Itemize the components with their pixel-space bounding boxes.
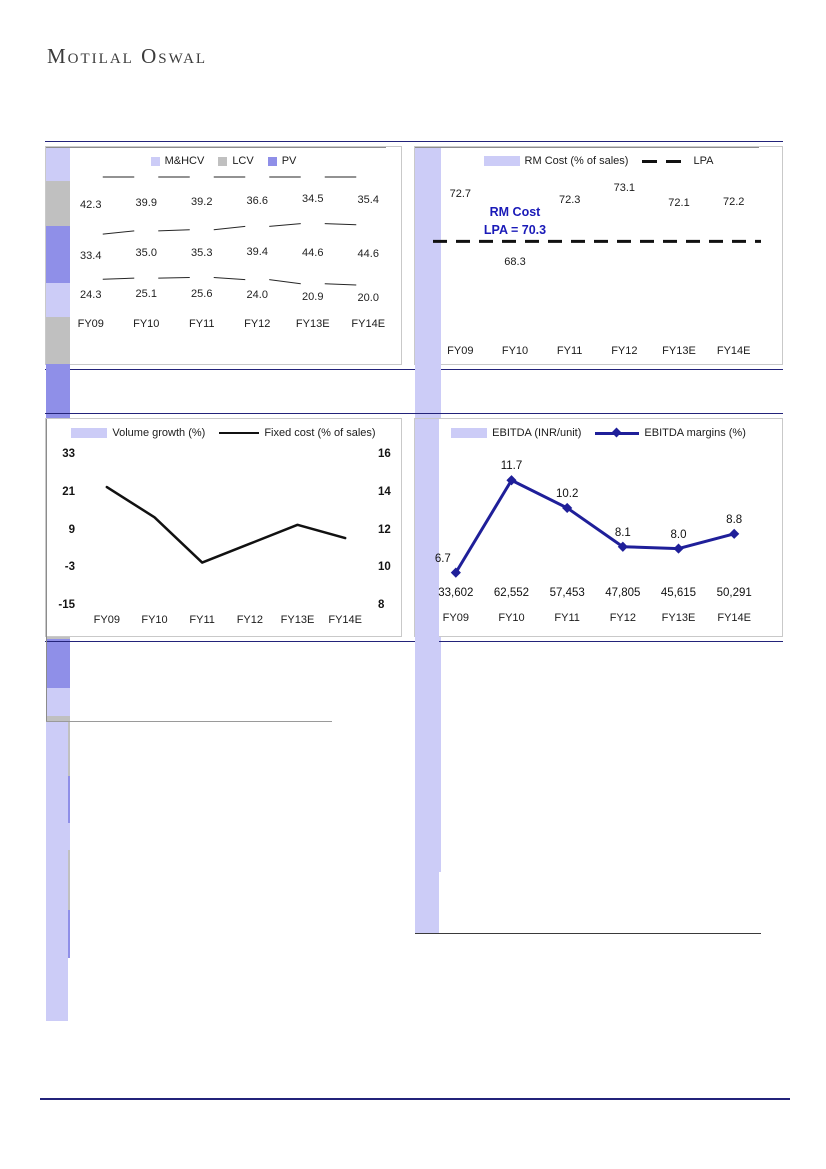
x-axis-label: FY11 <box>189 318 215 330</box>
legend-label: Fixed cost (% of sales) <box>264 427 376 439</box>
connector-line <box>158 277 190 278</box>
marker-diamond-icon <box>729 529 739 539</box>
product-mix-chart <box>45 146 402 365</box>
bar <box>46 766 68 865</box>
connector-line <box>103 231 135 234</box>
segment-value-label: 39.2 <box>191 196 213 209</box>
connector-line <box>214 226 246 229</box>
bar <box>415 696 439 775</box>
line-value-label: 8.0 <box>670 528 687 541</box>
x-axis-label: FY11 <box>554 612 580 624</box>
reference-line-layer <box>415 147 784 366</box>
x-axis-label: FY11 <box>189 614 215 626</box>
stacked-bar-segment <box>46 364 70 418</box>
bar <box>46 722 68 766</box>
x-axis-line <box>415 933 761 935</box>
bar-value-label: 33,602 <box>438 587 474 599</box>
line-value-label: 8.8 <box>726 513 743 526</box>
ebitda-chart <box>414 418 783 637</box>
plot-product-mix <box>46 147 401 364</box>
bar-value-label: 62,552 <box>493 587 530 599</box>
x-axis-label: FY10 <box>501 345 529 357</box>
bar-value-label: 72.2 <box>722 195 745 208</box>
x-axis-label: FY14E <box>328 614 362 626</box>
bar-value-label: 50,291 <box>716 587 752 599</box>
bar-value-label: 47,805 <box>605 587 641 599</box>
x-axis-label: FY12 <box>611 345 638 357</box>
bar <box>46 942 68 971</box>
connector-line <box>269 224 301 227</box>
x-axis-label: FY14E <box>717 612 751 624</box>
bar-value-label: 68.3 <box>504 256 526 269</box>
x-axis-label: FY09 <box>442 612 469 624</box>
bar-value-label: 57,453 <box>549 587 585 599</box>
annotation-line: RM Cost <box>489 205 541 219</box>
segment-value-label: 25.6 <box>191 287 213 300</box>
connector-line <box>269 280 301 284</box>
stacked-bar-segment <box>46 639 70 688</box>
x-axis-label: FY12 <box>244 318 271 330</box>
x-axis-label: FY10 <box>133 318 160 330</box>
segment-value-label: 35.4 <box>357 193 379 206</box>
x-axis-label: FY09 <box>447 345 474 357</box>
margins-line-layer <box>415 419 784 638</box>
segment-value-label: 39.4 <box>246 246 268 258</box>
segment-value-label: 35.3 <box>191 246 213 259</box>
x-axis-label: FY12 <box>609 612 636 624</box>
y-tick-label-left: 21 <box>62 485 75 498</box>
x-axis-label: FY14E <box>351 318 386 330</box>
bar-value-label: 72.7 <box>449 188 472 201</box>
fixed-cost-line-layer <box>46 419 403 638</box>
zero-gridline <box>46 721 332 722</box>
legend-label: EBITDA (INR/unit) <box>492 427 582 439</box>
bar <box>46 865 68 942</box>
x-axis-label: FY09 <box>93 614 120 626</box>
rm-cost-lpa-annotation <box>455 203 575 239</box>
y-tick-label-right: 16 <box>378 448 391 460</box>
legend-label: EBITDA margins (%) <box>644 427 746 439</box>
segment-value-label: 25.1 <box>135 288 157 301</box>
bar-value-label: 72.1 <box>668 197 690 210</box>
line-value-label: 11.7 <box>500 460 523 473</box>
bar-value-label: 73.1 <box>613 181 636 194</box>
legend-label: LPA <box>693 155 714 167</box>
annotation-line: LPA = 70.3 <box>483 223 547 237</box>
segment-value-label: 24.3 <box>80 288 102 301</box>
segment-value-label: 34.5 <box>302 193 324 206</box>
legend-label: LCV <box>232 155 254 167</box>
plot-ebitda <box>415 419 782 636</box>
bar <box>415 844 439 933</box>
brand-logo: Motilal Oswal <box>47 44 208 68</box>
x-axis-label: FY13E <box>280 614 315 626</box>
connector-line <box>158 230 190 231</box>
chart-band-top <box>45 141 783 370</box>
x-axis-label: FY13E <box>662 345 696 357</box>
y-tick-label-right: 8 <box>378 599 385 611</box>
x-axis-label: FY12 <box>236 614 263 626</box>
segment-value-label: 20.0 <box>357 291 379 304</box>
x-axis-label: FY13E <box>295 318 330 330</box>
line-value-label: 8.1 <box>614 526 631 539</box>
connector-line <box>214 277 246 279</box>
x-axis-label: FY14E <box>716 345 751 357</box>
segment-value-label: 36.6 <box>246 194 268 207</box>
bar-value-label: 72.3 <box>558 194 581 207</box>
y-tick-label-right: 12 <box>378 523 391 536</box>
legend-label: RM Cost (% of sales) <box>524 155 629 167</box>
connector-line <box>325 284 357 285</box>
x-axis-label: FY09 <box>77 318 104 330</box>
bar-value-label: 45,615 <box>660 587 697 599</box>
connector-line <box>103 278 135 279</box>
segment-value-label: 42.3 <box>80 198 102 211</box>
line-value-label: 6.7 <box>434 552 451 565</box>
x-axis-label: FY13E <box>661 612 696 624</box>
connector-lines <box>46 147 403 366</box>
line-value-label: 10.2 <box>555 487 579 500</box>
footer-divider <box>40 1098 790 1100</box>
segment-value-label: 44.6 <box>302 246 324 259</box>
rm-cost-chart <box>414 146 783 365</box>
x-axis-label: FY11 <box>556 345 583 357</box>
legend-label: Volume growth (%) <box>112 427 206 439</box>
ebitda-margins-line <box>456 480 734 572</box>
y-tick-label-left: 33 <box>62 448 75 460</box>
y-tick-label-left: -3 <box>64 561 75 574</box>
x-axis-label: FY10 <box>498 612 525 624</box>
fixed-cost-line <box>107 487 345 563</box>
segment-value-label: 39.9 <box>135 196 157 209</box>
y-tick-label-right: 14 <box>378 485 391 498</box>
stacked-bar-segment <box>46 688 70 716</box>
plot-rm-cost <box>415 147 782 364</box>
bar <box>46 975 68 1021</box>
chart-band-bottom <box>45 413 783 642</box>
legend-label: PV <box>281 155 297 167</box>
legend-label: M&HCV <box>164 155 205 167</box>
marker-diamond-icon <box>673 543 683 553</box>
y-tick-label-left: 9 <box>68 523 75 536</box>
segment-value-label: 33.4 <box>80 249 102 262</box>
connector-line <box>325 224 357 225</box>
y-tick-label-left: -15 <box>58 599 75 611</box>
segment-value-label: 24.0 <box>246 288 268 301</box>
segment-value-label: 35.0 <box>135 247 157 260</box>
bar <box>415 774 439 844</box>
segment-value-label: 20.9 <box>302 290 324 303</box>
segment-value-label: 44.6 <box>357 247 379 260</box>
volume-growth-chart <box>45 418 402 637</box>
plot-volume-growth <box>46 419 401 636</box>
x-axis-label: FY10 <box>141 614 168 626</box>
y-tick-label-right: 10 <box>378 561 391 574</box>
